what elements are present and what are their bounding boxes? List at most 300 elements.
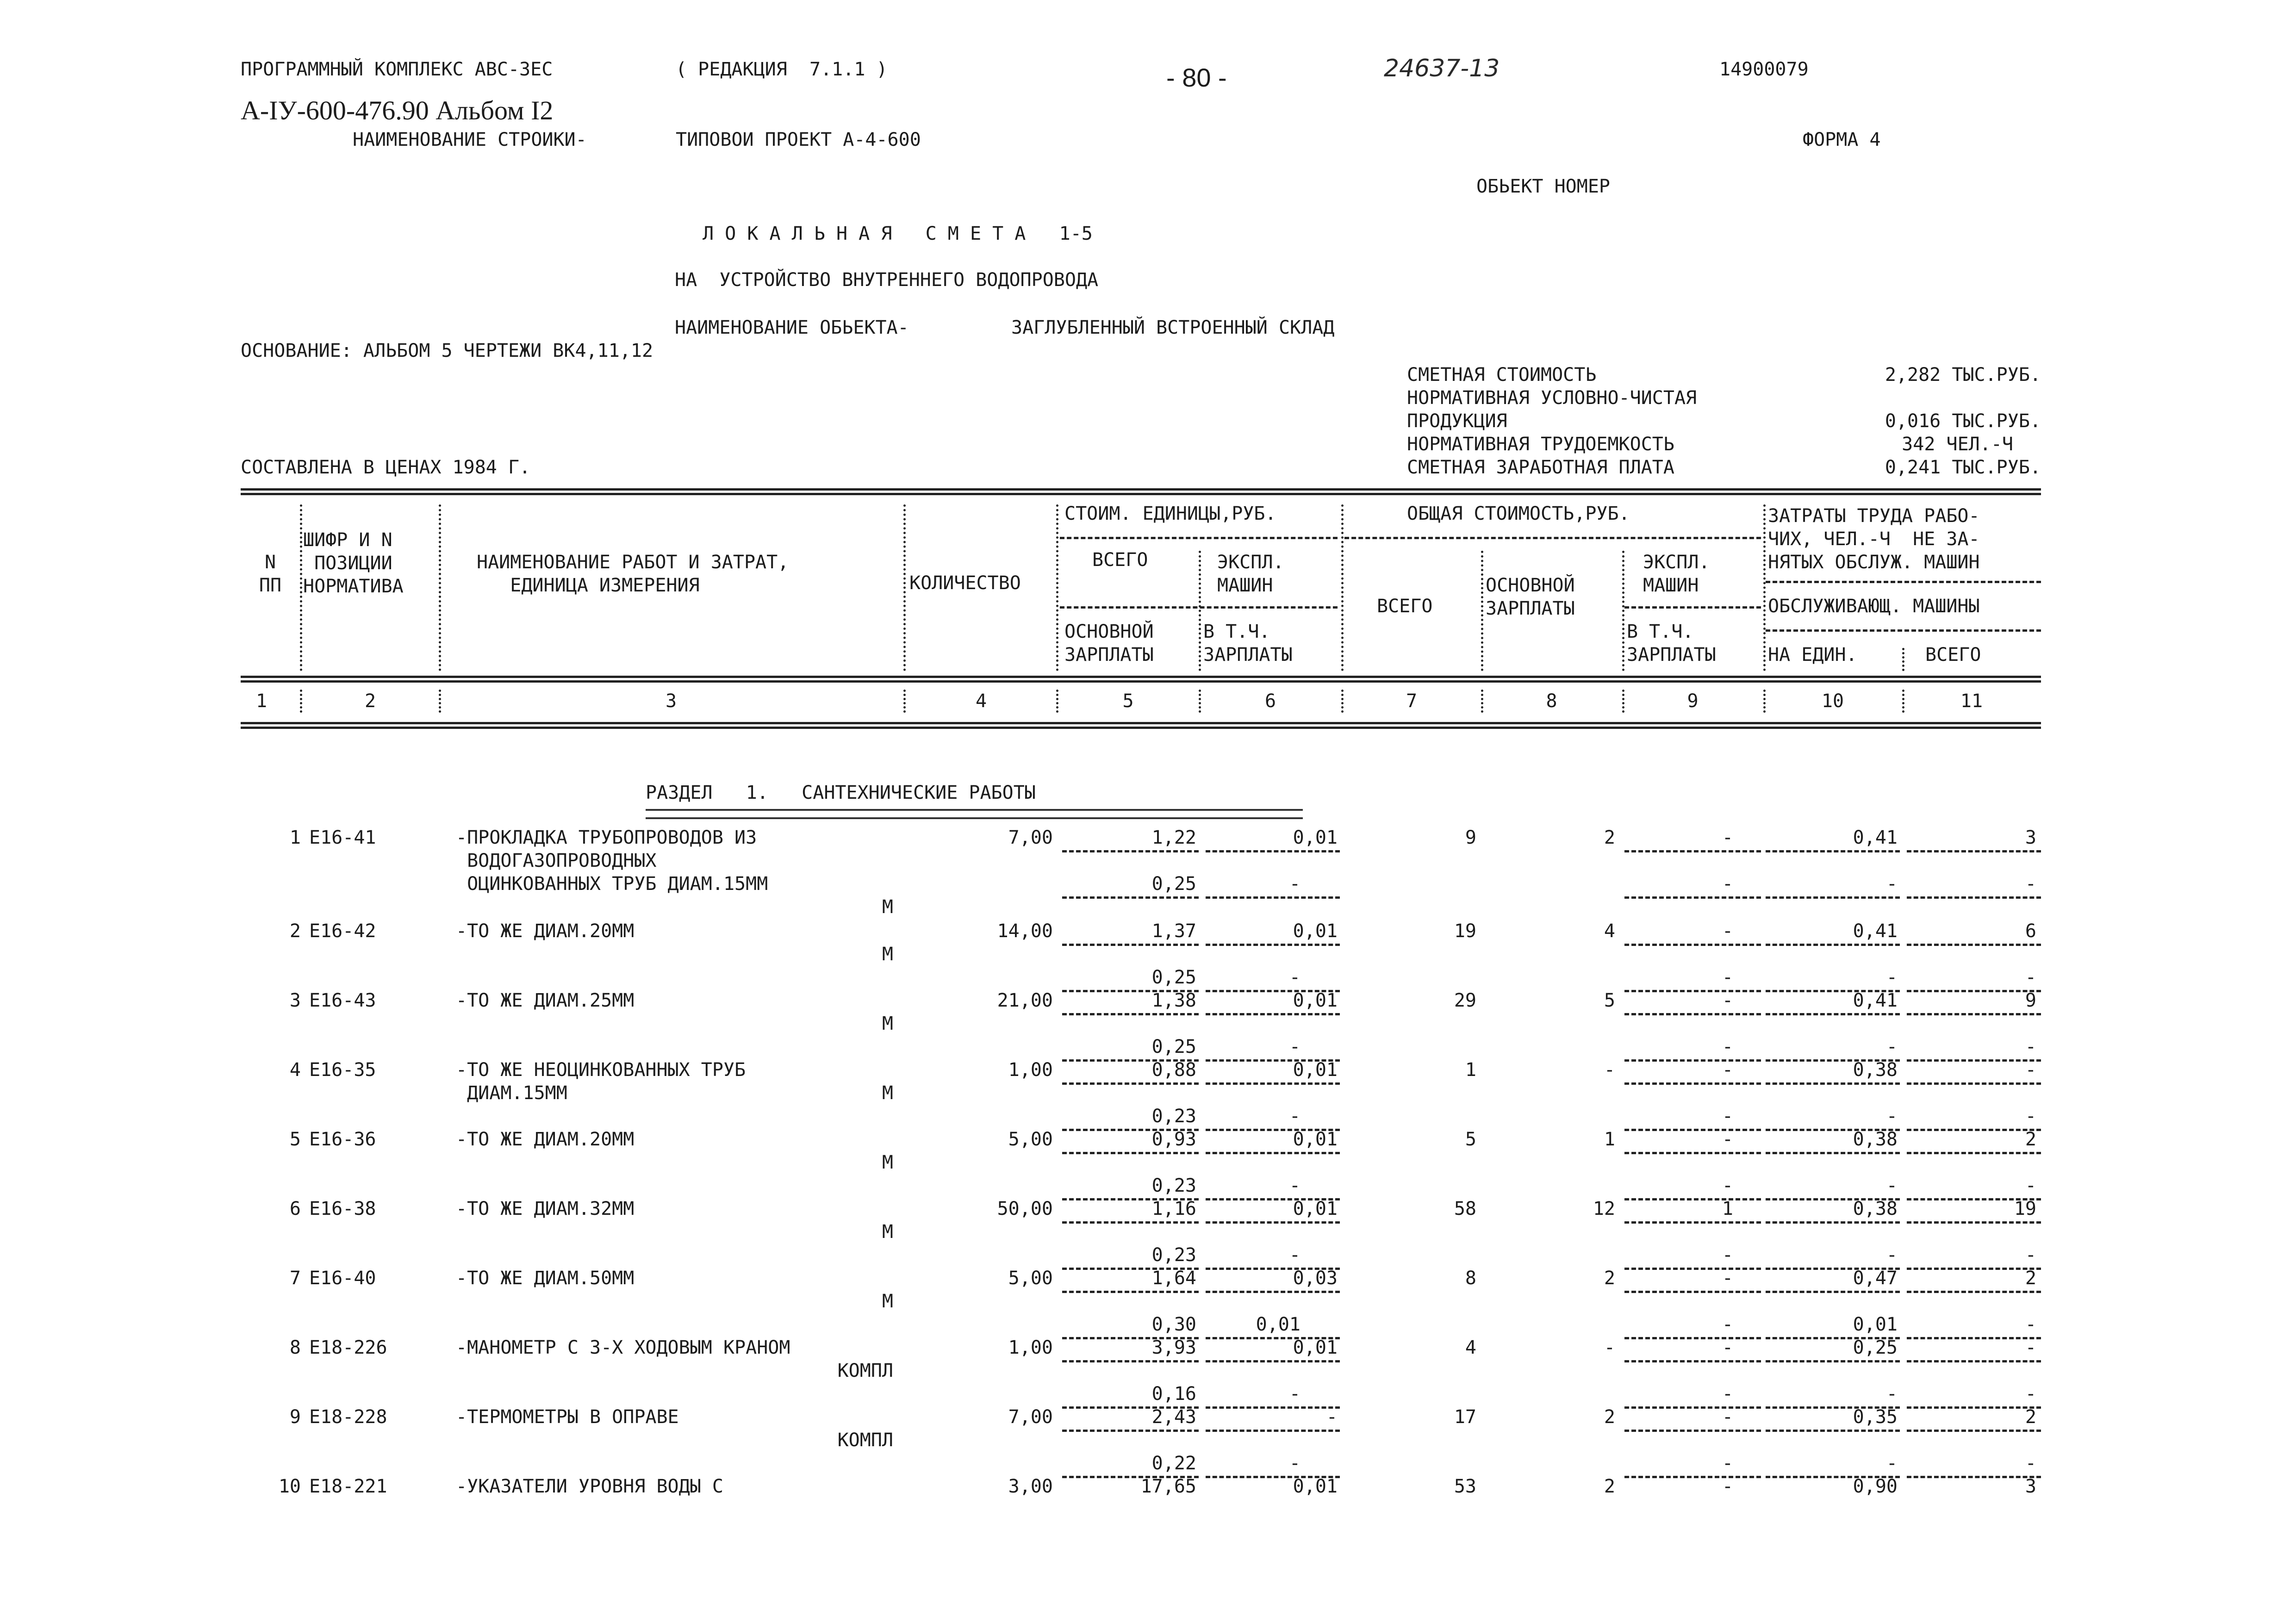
summary-value: 0,016 ТЫС.РУБ.	[1885, 410, 2041, 432]
total-wages: -	[1604, 1337, 1615, 1358]
row-number: 7	[289, 1268, 301, 1289]
serving-total: -	[2025, 1244, 2036, 1266]
header-unit-cost: СТОИМ. ЕДИНИЦЫ,РУБ.	[1064, 503, 1276, 524]
row-number: 5	[289, 1129, 301, 1150]
serving-unit: -	[1886, 1383, 1898, 1405]
header-sub-rule	[1766, 629, 2041, 632]
labor-unit: 0,47	[1853, 1268, 1898, 1289]
header-total-machines: ЭКСПЛ. МАШИН	[1643, 552, 1710, 596]
cell-rule	[1206, 1360, 1340, 1362]
total-cost: 29	[1454, 990, 1476, 1011]
col-divider	[1481, 551, 1483, 671]
serving-total: -	[2025, 1175, 2036, 1196]
unit-wages: 0,16	[1151, 1383, 1196, 1405]
total-machines: -	[1722, 1337, 1733, 1358]
row-code: Е16-42	[309, 920, 376, 942]
col-divider	[1902, 648, 1904, 671]
cell-rule	[1062, 1082, 1199, 1085]
header-total-incl: В Т.Ч. ЗАРПЛАТЫ	[1627, 621, 1716, 665]
column-number: 6	[1264, 690, 1276, 712]
row-unit: М	[882, 1013, 893, 1034]
unit-machines: 0,01	[1293, 827, 1338, 848]
unit-incl: 0,01	[1256, 1314, 1300, 1335]
total-wages: 2	[1604, 827, 1615, 848]
row-name: -МАНОМЕТР С 3-Х ХОДОВЫМ КРАНОМ	[456, 1337, 790, 1358]
labor-total: 3	[2025, 827, 2036, 848]
total-machines: -	[1722, 1406, 1733, 1428]
serving-unit: -	[1886, 1175, 1898, 1196]
serving-total: -	[2025, 873, 2036, 895]
serving-unit: -	[1886, 873, 1898, 895]
total-wages: -	[1604, 1059, 1615, 1081]
labor-unit: 0,38	[1853, 1198, 1898, 1219]
header-sub-rule	[1624, 606, 1761, 609]
col-divider	[1481, 690, 1483, 713]
labor-unit: 0,35	[1853, 1406, 1898, 1428]
prices-year: СОСТАВЛЕНА В ЦЕНАХ 1984 Г.	[241, 457, 531, 478]
unit-incl: -	[1289, 1175, 1300, 1196]
column-number: 7	[1406, 690, 1418, 712]
total-cost: 17	[1454, 1406, 1476, 1428]
col-divider	[1341, 504, 1344, 671]
total-machines: -	[1722, 1129, 1733, 1150]
header-rule-bottom-2	[241, 727, 2041, 729]
column-number: 8	[1546, 690, 1557, 712]
row-code: Е18-228	[309, 1406, 387, 1428]
cell-rule	[1624, 1360, 1761, 1362]
total-cost: 5	[1465, 1129, 1476, 1150]
row-number: 10	[278, 1476, 301, 1497]
total-incl: -	[1722, 1314, 1733, 1335]
cell-rule	[1206, 944, 1340, 946]
unit-incl: -	[1289, 1383, 1300, 1405]
row-code: Е16-38	[309, 1198, 376, 1219]
unit-total: 1,37	[1151, 920, 1196, 942]
cell-rule	[1206, 850, 1340, 852]
row-unit: КОМПЛ	[837, 1430, 893, 1451]
row-name: -ТО ЖЕ ДИАМ.50ММ	[456, 1268, 635, 1289]
serving-unit: 0,01	[1853, 1314, 1898, 1335]
col-divider	[1056, 690, 1058, 713]
album-stamp: А-IУ-600-476.90 Альбом I2	[241, 95, 554, 125]
header-sub-rule	[1766, 581, 2041, 583]
column-number: 2	[364, 690, 376, 712]
cell-rule	[1766, 1221, 1900, 1224]
row-qty: 7,00	[1008, 1406, 1053, 1428]
row-code: Е18-221	[309, 1476, 387, 1497]
total-incl: -	[1722, 1383, 1733, 1405]
total-machines: -	[1722, 990, 1733, 1011]
edition: ( РЕДАКЦИЯ 7.1.1 )	[676, 59, 888, 80]
labor-total: 3	[2025, 1476, 2036, 1497]
handwritten-code: 24637-13	[1384, 55, 1500, 82]
col-divider	[1056, 504, 1058, 671]
row-qty: 1,00	[1008, 1337, 1053, 1358]
cell-rule	[1624, 1221, 1761, 1224]
row-number: 6	[289, 1198, 301, 1219]
unit-incl: -	[1289, 1036, 1300, 1057]
labor-total: 19	[2014, 1198, 2036, 1219]
cell-rule	[1062, 1360, 1199, 1362]
labor-total: 2	[2025, 1129, 2036, 1150]
header-unit-total: ВСЕГО	[1092, 549, 1148, 571]
cell-rule	[1206, 1430, 1340, 1432]
header-labor-serving: ОБСЛУЖИВАЮЩ. МАШИНЫ	[1768, 596, 1980, 617]
cell-rule	[1062, 944, 1199, 946]
estimate-subtitle: НА УСТРОЙСТВО ВНУТРЕННЕГО ВОДОПРОВОДА	[675, 269, 1099, 291]
cell-rule	[1907, 1013, 2041, 1015]
total-cost: 58	[1454, 1198, 1476, 1219]
column-number: 1	[255, 690, 268, 712]
cell-rule	[1907, 1291, 2041, 1293]
unit-wages: 0,23	[1151, 1244, 1196, 1266]
serving-total: -	[2025, 967, 2036, 988]
section-underline	[646, 809, 1303, 819]
header-total-cost: ОБЩАЯ СТОИМОСТЬ,РУБ.	[1407, 503, 1630, 524]
unit-total: 0,88	[1151, 1059, 1196, 1081]
unit-wages: 0,25	[1151, 1036, 1196, 1057]
cell-rule	[1206, 1221, 1340, 1224]
row-name: -ТЕРМОМЕТРЫ В ОПРАВЕ	[456, 1406, 679, 1428]
col-divider	[1199, 551, 1201, 671]
total-cost: 19	[1454, 920, 1476, 942]
labor-unit: 0,25	[1853, 1337, 1898, 1358]
basis: ОСНОВАНИЕ: АЛЬБОМ 5 ЧЕРТЕЖИ ВК4,11,12	[241, 340, 653, 361]
row-number: 3	[289, 990, 301, 1011]
labor-unit: 0,38	[1853, 1129, 1898, 1150]
header-rule-bottom	[241, 722, 2041, 724]
total-wages: 1	[1604, 1129, 1615, 1150]
row-unit: М	[882, 944, 893, 965]
row-qty: 1,00	[1008, 1059, 1053, 1081]
unit-machines: 0,03	[1293, 1268, 1338, 1289]
header-total-all: ВСЕГО	[1377, 596, 1433, 617]
unit-machines: 0,01	[1293, 990, 1338, 1011]
unit-incl: -	[1289, 1244, 1300, 1266]
col-divider	[1902, 690, 1904, 713]
unit-incl: -	[1289, 873, 1300, 895]
total-wages: 5	[1604, 990, 1615, 1011]
total-machines: 1	[1722, 1198, 1733, 1219]
header-sub-rule	[1060, 537, 1338, 539]
construction-label: НАИМЕНОВАНИЕ СТРОИКИ-	[353, 129, 587, 150]
summary-label: СМЕТНАЯ ЗАРАБОТНАЯ ПЛАТА	[1407, 457, 1674, 478]
row-number: 2	[289, 920, 301, 942]
total-machines: -	[1722, 827, 1733, 848]
unit-wages: 0,25	[1151, 873, 1196, 895]
serving-total: -	[2025, 1314, 2036, 1335]
header-rule-top	[241, 488, 2041, 491]
row-name: -ТО ЖЕ ДИАМ.32ММ	[456, 1198, 635, 1219]
cell-rule	[1062, 1221, 1199, 1224]
labor-total: 2	[2025, 1268, 2036, 1289]
cell-rule	[1766, 1360, 1900, 1362]
column-number: 4	[975, 690, 987, 712]
row-number: 4	[289, 1059, 301, 1081]
cell-rule	[1766, 1291, 1900, 1293]
col-divider	[1763, 690, 1766, 713]
unit-incl: -	[1289, 967, 1300, 988]
row-name: -ТО ЖЕ НЕОЦИНКОВАННЫХ ТРУБ ДИАМ.15ММ	[456, 1059, 746, 1104]
column-number: 3	[665, 690, 677, 712]
object-name-value: ЗАГЛУБЛЕННЫЙ ВСТРОЕННЫЙ СКЛАД	[1011, 317, 1335, 338]
serving-total: -	[2025, 1036, 2036, 1057]
total-cost: 1	[1465, 1059, 1476, 1081]
summary-value: 0,241 ТЫС.РУБ.	[1885, 457, 2041, 478]
total-cost: 9	[1465, 827, 1476, 848]
header-rule-top-2	[241, 493, 2041, 495]
header-unit-wages: ОСНОВНОЙ ЗАРПЛАТЫ	[1064, 621, 1154, 665]
header-col-name: НАИМЕНОВАНИЕ РАБОТ И ЗАТРАТ, ЕДИНИЦА ИЗМЕРЕНИЯ	[477, 552, 789, 596]
total-wages: 12	[1593, 1198, 1615, 1219]
header-rule-mid	[241, 676, 2041, 678]
unit-total: 1,16	[1151, 1198, 1196, 1219]
total-incl: -	[1722, 967, 1733, 988]
section-title: РАЗДЕЛ 1. САНТЕХНИЧЕСКИЕ РАБОТЫ	[646, 782, 1036, 803]
summary-label: СМЕТНАЯ СТОИМОСТЬ	[1407, 364, 1597, 386]
cell-rule	[1907, 850, 2041, 852]
col-divider	[903, 504, 906, 671]
total-incl: -	[1722, 1453, 1733, 1474]
unit-wages: 0,25	[1151, 967, 1196, 988]
unit-wages: 0,23	[1151, 1175, 1196, 1196]
program-name: ПРОГРАММНЫЙ КОМПЛЕКС АВС-ЗЕС	[241, 59, 553, 80]
serving-unit: -	[1886, 1036, 1898, 1057]
estimate-title: Л О К А Л Ь Н А Я С М Е Т А 1-5	[703, 223, 1093, 244]
unit-wages: 0,30	[1151, 1314, 1196, 1335]
construction-value: ТИПОВОИ ПРОЕКТ А-4-600	[676, 129, 921, 150]
labor-total: -	[2025, 1337, 2036, 1358]
labor-unit: 0,90	[1853, 1476, 1898, 1497]
labor-total: 2	[2025, 1406, 2036, 1428]
serving-unit: -	[1886, 1453, 1898, 1474]
cell-rule	[1062, 850, 1199, 852]
unit-wages: 0,22	[1151, 1453, 1196, 1474]
summary-label: НОРМАТИВНАЯ ТРУДОЕМКОСТЬ	[1407, 434, 1674, 455]
cell-rule	[1907, 1360, 2041, 1362]
row-qty: 7,00	[1008, 827, 1053, 848]
object-number-label: ОБЬЕКТ НОМЕР	[1476, 176, 1610, 197]
total-incl: -	[1722, 1106, 1733, 1127]
unit-wages: 0,23	[1151, 1106, 1196, 1127]
row-unit: М	[882, 1152, 893, 1173]
row-qty: 5,00	[1008, 1268, 1053, 1289]
column-number: 5	[1122, 690, 1134, 712]
total-machines: -	[1722, 1268, 1733, 1289]
labor-unit: 0,41	[1853, 990, 1898, 1011]
total-wages: 2	[1604, 1406, 1615, 1428]
row-qty: 14,00	[997, 920, 1053, 942]
total-machines: -	[1722, 1476, 1733, 1497]
header-sub-rule	[1344, 537, 1761, 539]
cell-rule	[1062, 1152, 1199, 1154]
unit-incl: -	[1289, 1453, 1300, 1474]
cell-rule	[1206, 1013, 1340, 1015]
cell-rule	[1206, 1152, 1340, 1154]
column-number: 9	[1687, 690, 1699, 712]
row-number: 1	[289, 827, 301, 848]
cell-rule	[1766, 1082, 1900, 1085]
column-number: 10	[1821, 690, 1844, 712]
labor-total: -	[2025, 1059, 2036, 1081]
header-col-n: N ПП	[259, 552, 282, 596]
total-cost: 53	[1454, 1476, 1476, 1497]
unit-machines: 0,01	[1293, 1059, 1338, 1081]
header-total-wages: ОСНОВНОЙ ЗАРПЛАТЫ	[1486, 575, 1575, 619]
total-wages: 2	[1604, 1268, 1615, 1289]
total-machines: -	[1722, 920, 1733, 942]
row-number: 8	[289, 1337, 301, 1358]
unit-total: 2,43	[1151, 1406, 1196, 1428]
cell-rule	[1766, 1430, 1900, 1432]
header-col-code: ШИФР И N ПОЗИЦИИ НОРМАТИВА	[303, 529, 404, 597]
total-incl: -	[1722, 1175, 1733, 1196]
row-number: 9	[289, 1406, 301, 1428]
header-labor: ЗАТРАТЫ ТРУДА РАБО- ЧИХ, ЧЕЛ.-Ч НЕ ЗА- НЯТЫХ ОБСЛУЖ. МАШИН	[1768, 505, 1980, 573]
labor-unit: 0,38	[1853, 1059, 1898, 1081]
total-incl: -	[1722, 873, 1733, 895]
serving-unit: -	[1886, 1106, 1898, 1127]
row-qty: 21,00	[997, 990, 1053, 1011]
row-name: -ТО ЖЕ ДИАМ.25ММ	[456, 990, 635, 1011]
cell-rule	[1624, 850, 1761, 852]
row-unit: КОМПЛ	[837, 1360, 893, 1381]
header-labor-unit: НА ЕДИН.	[1768, 644, 1857, 665]
total-incl: -	[1722, 1036, 1733, 1057]
cell-rule	[1624, 1430, 1761, 1432]
labor-unit: 0,41	[1853, 827, 1898, 848]
cell-rule	[1766, 850, 1900, 852]
total-cost: 4	[1465, 1337, 1476, 1358]
col-divider	[1763, 504, 1766, 671]
header-col-qty: КОЛИЧЕСТВО	[909, 572, 1021, 594]
unit-total: 17,65	[1140, 1476, 1196, 1497]
row-qty: 5,00	[1008, 1129, 1053, 1150]
cell-rule	[1907, 1221, 2041, 1224]
unit-machines: 0,01	[1293, 1476, 1338, 1497]
header-labor-total: ВСЕГО	[1925, 644, 1981, 665]
total-wages: 2	[1604, 1476, 1615, 1497]
object-name-label: НАИМЕНОВАНИЕ ОБЬЕКТА-	[675, 317, 909, 338]
total-wages: 4	[1604, 920, 1615, 942]
row-code: Е16-36	[309, 1129, 376, 1150]
cell-rule	[1062, 896, 1199, 899]
total-cost: 8	[1465, 1268, 1476, 1289]
col-divider	[1199, 690, 1201, 713]
unit-total: 3,93	[1151, 1337, 1196, 1358]
cell-rule	[1206, 1082, 1340, 1085]
cell-rule	[1624, 944, 1761, 946]
labor-total: 6	[2025, 920, 2036, 942]
cell-rule	[1766, 1013, 1900, 1015]
cell-rule	[1206, 896, 1340, 899]
cell-rule	[1907, 1152, 2041, 1154]
cell-rule	[1766, 1152, 1900, 1154]
cell-rule	[1907, 1082, 2041, 1085]
row-code: Е16-41	[309, 827, 376, 848]
unit-total: 1,64	[1151, 1268, 1196, 1289]
cell-rule	[1907, 896, 2041, 899]
summary-value: 342 ЧЕЛ.-Ч	[1902, 434, 2013, 455]
row-unit: М	[882, 896, 893, 918]
row-name: -ТО ЖЕ ДИАМ.20ММ	[456, 1129, 635, 1150]
serving-unit: -	[1886, 967, 1898, 988]
unit-incl: -	[1289, 1106, 1300, 1127]
col-divider	[903, 690, 906, 713]
cell-rule	[1907, 1430, 2041, 1432]
cell-rule	[1624, 896, 1761, 899]
row-unit: М	[882, 1221, 893, 1243]
col-divider	[439, 690, 441, 713]
serving-total: -	[2025, 1106, 2036, 1127]
row-qty: 50,00	[997, 1198, 1053, 1219]
row-name: -УКАЗАТЕЛИ УРОВНЯ ВОДЫ С	[456, 1476, 723, 1497]
header-sub-rule	[1060, 606, 1338, 609]
row-unit: М	[882, 1082, 893, 1104]
cell-rule	[1766, 896, 1900, 899]
cell-rule	[1624, 1013, 1761, 1015]
unit-machines: 0,01	[1293, 920, 1338, 942]
unit-total: 1,38	[1151, 990, 1196, 1011]
total-incl: -	[1722, 1244, 1733, 1266]
serving-unit: -	[1886, 1244, 1898, 1266]
cell-rule	[1624, 1291, 1761, 1293]
unit-total: 1,22	[1151, 827, 1196, 848]
unit-machines: 0,01	[1293, 1129, 1338, 1150]
col-divider	[300, 504, 302, 671]
unit-machines: 0,01	[1293, 1198, 1338, 1219]
header-unit-incl: В Т.Ч. ЗАРПЛАТЫ	[1203, 621, 1293, 665]
row-name: -ПРОКЛАДКА ТРУБОПРОВОДОВ ИЗ ВОДОГАЗОПРОВОДНЫХ ОЦИНКОВАННЫХ ТРУБ ДИАМ.15ММ	[456, 827, 768, 895]
col-divider	[1341, 690, 1344, 713]
row-code: Е16-43	[309, 990, 376, 1011]
col-divider	[300, 690, 302, 713]
col-divider	[1622, 690, 1624, 713]
row-unit: М	[882, 1291, 893, 1312]
unit-machines: 0,01	[1293, 1337, 1338, 1358]
form-number: ФОРМА 4	[1803, 129, 1881, 150]
summary-label: НОРМАТИВНАЯ УСЛОВНО-ЧИСТАЯ	[1407, 387, 1697, 409]
col-divider	[1622, 551, 1624, 671]
header-unit-machines: ЭКСПЛ. МАШИН	[1217, 552, 1284, 596]
col-divider	[439, 504, 441, 671]
cell-rule	[1206, 1291, 1340, 1293]
summary-label: ПРОДУКЦИЯ	[1407, 410, 1507, 432]
row-code: Е16-35	[309, 1059, 376, 1081]
page-number: - 80 -	[1166, 63, 1227, 92]
cell-rule	[1062, 1430, 1199, 1432]
serving-total: -	[2025, 1453, 2036, 1474]
unit-machines: -	[1326, 1406, 1338, 1428]
labor-unit: 0,41	[1853, 920, 1898, 942]
cell-rule	[1907, 944, 2041, 946]
row-code: Е18-226	[309, 1337, 387, 1358]
row-qty: 3,00	[1008, 1476, 1053, 1497]
cell-rule	[1062, 1013, 1199, 1015]
summary-value: 2,282 ТЫС.РУБ.	[1885, 364, 2041, 386]
unit-total: 0,93	[1151, 1129, 1196, 1150]
row-name: -ТО ЖЕ ДИАМ.20ММ	[456, 920, 635, 942]
header-rule-mid-2	[241, 680, 2041, 683]
cell-rule	[1766, 944, 1900, 946]
doc-code: 14900079	[1719, 59, 1809, 80]
labor-total: 9	[2025, 990, 2036, 1011]
serving-total: -	[2025, 1383, 2036, 1405]
column-number: 11	[1960, 690, 1983, 712]
cell-rule	[1624, 1082, 1761, 1085]
cell-rule	[1624, 1152, 1761, 1154]
total-machines: -	[1722, 1059, 1733, 1081]
